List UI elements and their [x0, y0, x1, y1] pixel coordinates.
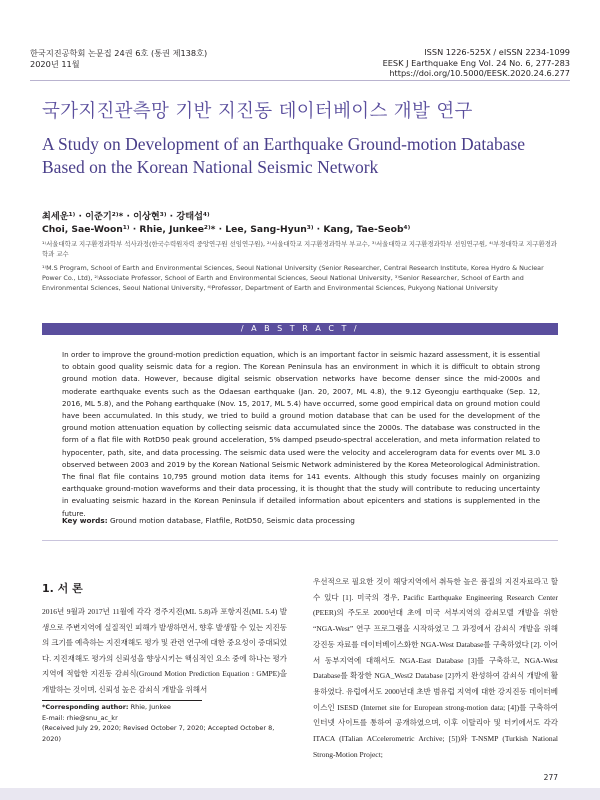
body-text-left-column: 2016년 9월과 2017년 11월에 각각 경주지진(ML 5.8)과 포항지진(ML 5.4) 발생으로 주변지역에 실질적인 피해가 발생하면서, 향후 발생할 수 있는 지진동의 크기를 예측하는 지진재해도 평가 및 관련 연구에 대한 중요성이 증대되었다. 지진재해도 평가의 신뢰성을 향상시키는 핵심적인 요소 중에 하나는 평가 지역에 적합한 지진동 감쇠식(Ground Motion Prediction Equation : GMPE)을 개발하는 것이며, 신뢰성 높은 감쇠식 개발을 위해서: [42, 607, 287, 694]
keywords-list: Ground motion database, Flatfile, RotD50, Seismic data processing: [109, 516, 355, 525]
journal-header-ko: [30, 48, 207, 69]
affiliations-ko: ¹⁾서울대학교 지구환경과학부 석사과정(한국수력원자력 중앙연구원 선임연구원), ²⁾서울대학교 지구환경과학부 부교수, ³⁾서울대학교 지구환경과학부 선임연구원, ⁴⁾부경대학교 지구환경과학과 교수: [42, 240, 557, 258]
keywords: [62, 516, 355, 525]
header-divider: [30, 80, 570, 81]
keywords-label: Key words:: [62, 516, 108, 525]
issue-date-ko: 2020년 11월: [30, 58, 80, 69]
corresponding-name: Rhie, Junkee: [130, 703, 171, 711]
footer-band: [0, 788, 600, 800]
authors-ko: 최세운¹⁾ · 이준기²⁾* · 이상현³⁾ · 강태섭⁴⁾: [42, 211, 210, 222]
doi-link[interactable]: https://doi.org/10.5000/EESK.2020.24.6.277: [389, 68, 570, 78]
authors-en: Choi, Sae-Woon¹⁾ · Rhie, Junkee²⁾* · Lee, Sang-Hyun³⁾ · Kang, Tae-Seob⁴⁾: [42, 224, 411, 235]
body-text-right-column: 우선적으로 필요한 것이 해당지역에서 취득한 높은 품질의 지진자료라고 할 수 있다 [1]. 미국의 경우, Pacific Earthquake Engineering Research Center (PEER)의 주도로 2000년대 초에 미국 서부지역의 감쇠모델 개발을 위한 “NGA-West” 연구 프로그램을 시작하였고 그 과정에서 감쇠식 개발을 위해 강진동 자료를 데이터베이스화한 NGA-West Database를 구축하였다 [2]. 이어서 동부지역에 대해서도 NGA-East Database [3]를 구축하고, NGA-West Database를 확장한 NGA_West2 Database [2]까지 완성하여 감쇠식 개발에 활용하였다. 유럽에서도 2000년대 초반 범유럽 지역에 대한 강지진동 데이터베이스인 ISESD (Internet site for European strong-motion data; [4])를 구축하여 인터넷 사이트를 통하여 공개하였으며, 이후 이탈리아 및 터키에서도 각각 ITACA (ITalian ACcelerometric Archive; [5])와 T-NSMP (Turkish National Strong-Motion Project;: [313, 577, 558, 759]
page-number: 277: [543, 773, 558, 782]
abstract-divider: [42, 540, 558, 541]
abstract-text: In order to improve the ground-motion prediction equation, which is an important factor in seismic hazard assessment, it is essential to obtain good quality seismic data for a region. The Korean Peninsula has an environment in which it is difficult to obtain strong ground motion data. However, because digital seismic observation networks have become denser since the mid-2000s and moderate earthquake events such as the Odaesan earthquake (Jan. 20, 2007, ML 4.8), the 9.12 Gyeongju earthquake (Sep. 12, 2016, ML 5.8), and the Pohang earthquake (Nov. 15, 2017, ML 5.4) have occurred, some good empirical data on ground motion could have been accumulated. In this study, we tried to build a ground motion database that can be used for the development of the ground motion attenuation equation by collecting seismic data accumulated since the 2000s. The database was constructed in the form of a flat file with RotD50 peak ground acceleration, 5% damped pseudo-spectral acceleration, and meta information related to hypocenter, path, site, and data processing. The seismic data used were the velocity and accelerogram data for events over ML 3.0 observed between 2003 and 2019 by the Korean National Seismic Network administered by the Korea Meteorological Administration. The final flat file contains 10,795 ground motion data items for 141 events. Although this study focuses mainly on organizing earthquake ground-motion waveforms and their data processing, it is thought that the study will contribute to reducing uncertainty in evaluating seismic hazard in the Korean Peninsula if detailed information about epicenters and stations is supplemented in the future.: [62, 350, 540, 518]
journal-name-ko: 한국지진공학회 논문집 24권 6호 (통권 제138호): [30, 48, 208, 58]
issn: ISSN 1226-525X / eISSN 2234-1099: [424, 47, 570, 57]
footnote-divider: [42, 700, 202, 701]
paper-title-en: A Study on Development of an Earthquake Ground-motion Database Based on the Korean National Seismic Network: [42, 134, 526, 177]
section-title-introduction: 1. 서 론: [42, 582, 83, 595]
paper-title-ko: 국가지진관측망 기반 지진동 데이터베이스 개발 연구: [42, 101, 473, 122]
corresponding-author: [42, 702, 287, 713]
corresponding-email[interactable]: E-mail: rhie@snu_ac_kr: [42, 713, 118, 722]
footnote: [42, 702, 287, 745]
corresponding-label: *Corresponding author:: [42, 703, 129, 711]
journal-name-en: EESK J Earthquake Eng Vol. 24 No. 6, 277-283: [382, 57, 570, 68]
affiliations-en: ¹⁾M.S Program, School of Earth and Environmental Sciences, Seoul National University (Senior Researcher, Central Research Institute, Korea Hydro & Nuclear Power Co., Ltd), ²⁾Associate Professor, School of Earth and Environmental Sciences, Seoul National University, ³⁾Senior Researcher, School of Earth and Environmental Sciences, Seoul National University, ⁴⁾Professor, Department of Earth and Environmental Sciences, Pukyong National University: [42, 264, 544, 292]
journal-header-en: [383, 47, 570, 79]
abstract-heading: / A B S T R A C T /: [42, 323, 558, 335]
submission-dates: (Received July 29, 2020; Revised October 7, 2020; Accepted October 8, 2020): [42, 724, 275, 744]
